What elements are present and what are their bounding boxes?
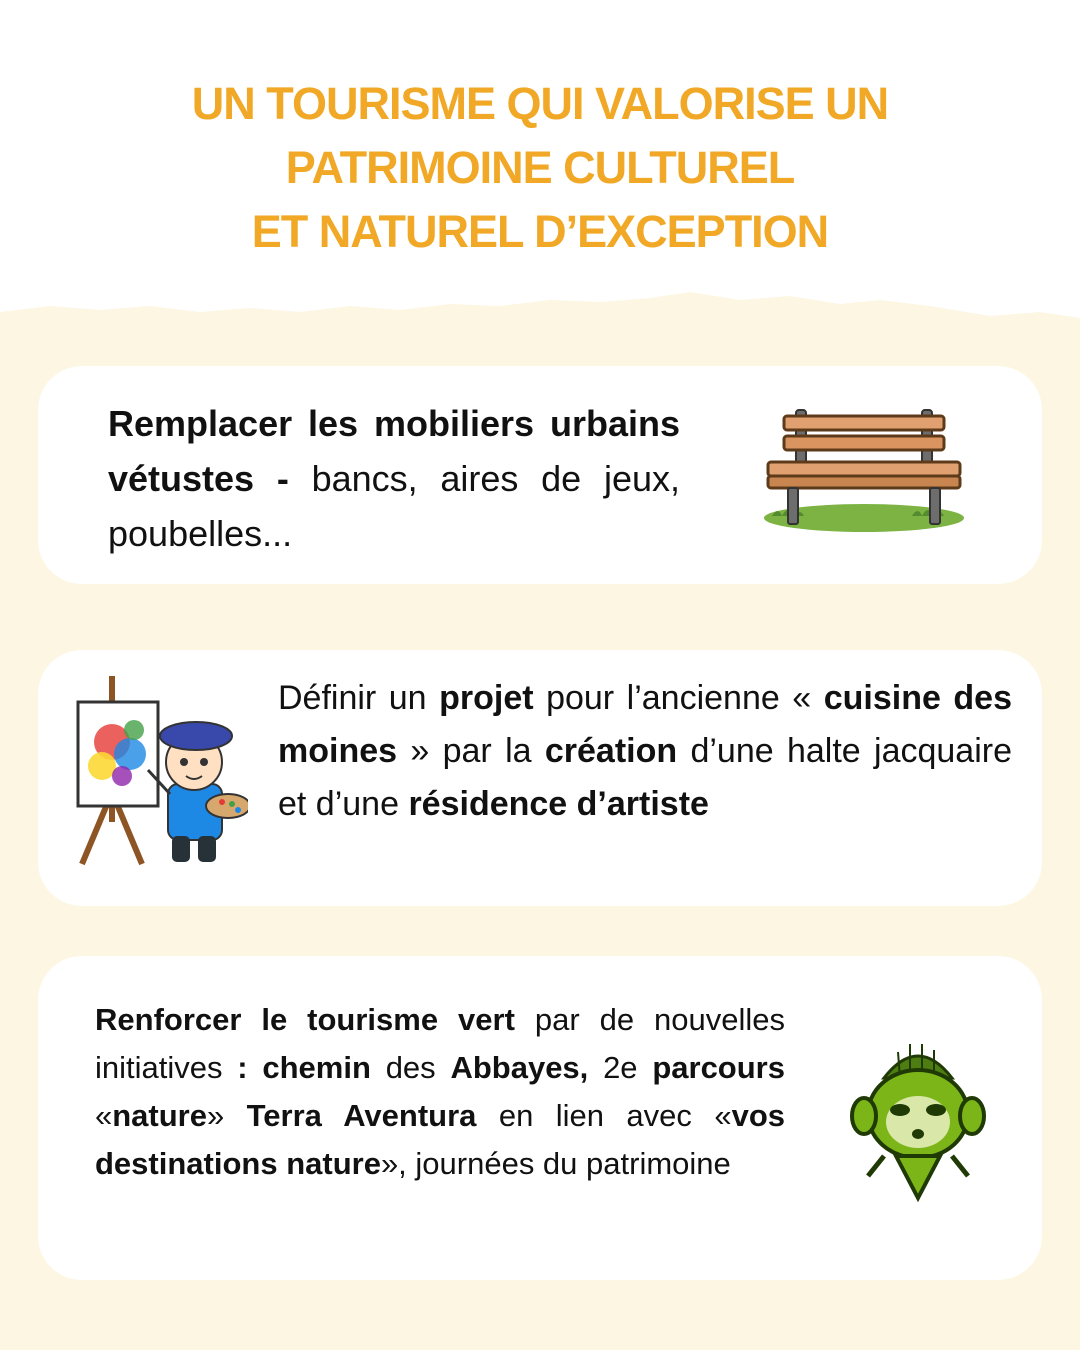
bold-text-segment: Remplacer les mobiliers urbains vétustes - [108, 403, 680, 499]
bold-text-segment: nature [112, 1098, 207, 1133]
text-segment: », journées du patrimoine [380, 1146, 731, 1181]
text-segment: « [792, 679, 824, 717]
bold-text-segment: création [544, 732, 678, 770]
bold-text-segment: vos destinations nature [95, 1098, 785, 1181]
text-segment: par de nouvelles initiatives [95, 1002, 785, 1085]
text-segment: des [370, 1050, 451, 1085]
bold-text-segment: : chemin [237, 1050, 371, 1085]
card-monks-kitchen [38, 650, 1042, 906]
card-text [278, 672, 1012, 831]
title-line-1: UN TOURISME QUI VALORISE UN [191, 78, 889, 129]
green-alien-mascot-icon [848, 1038, 988, 1204]
painter-artist-icon [72, 672, 248, 872]
card-text [108, 396, 680, 561]
text-segment: en lien avec « [476, 1098, 732, 1133]
bold-text-segment: résidence d’artiste [408, 785, 709, 823]
card-text [95, 996, 785, 1188]
text-segment: pour l’ancienne [533, 679, 793, 717]
header-area [0, 0, 1080, 340]
bold-text-segment: Terra Aventura [246, 1098, 477, 1133]
text-segment: Définir un [278, 679, 440, 717]
card-green-tourism [38, 956, 1042, 1280]
text-segment: » [207, 1098, 247, 1133]
title-line-2: PATRIMOINE CULTUREL [285, 142, 795, 193]
text-segment: 2e [588, 1050, 653, 1085]
page-title [0, 72, 1080, 264]
park-bench-icon [762, 404, 968, 536]
bold-text-segment: Abbayes, [450, 1050, 589, 1085]
text-segment: d’une halte jacquaire et d’une [278, 732, 1012, 823]
bold-text-segment: cuisine des moines [278, 679, 1012, 770]
bold-text-segment: Renforcer le tourisme vert [95, 1002, 515, 1037]
card-urban-furniture [38, 366, 1042, 584]
text-segment: » par la [397, 732, 545, 770]
title-line-3: ET NATUREL D’EXCEPTION [251, 206, 829, 257]
bold-text-segment: projet [439, 679, 534, 717]
text-segment: « [95, 1098, 113, 1133]
bold-text-segment: parcours [652, 1050, 785, 1085]
text-segment: bancs, aires de jeux, poubelles... [108, 458, 680, 554]
